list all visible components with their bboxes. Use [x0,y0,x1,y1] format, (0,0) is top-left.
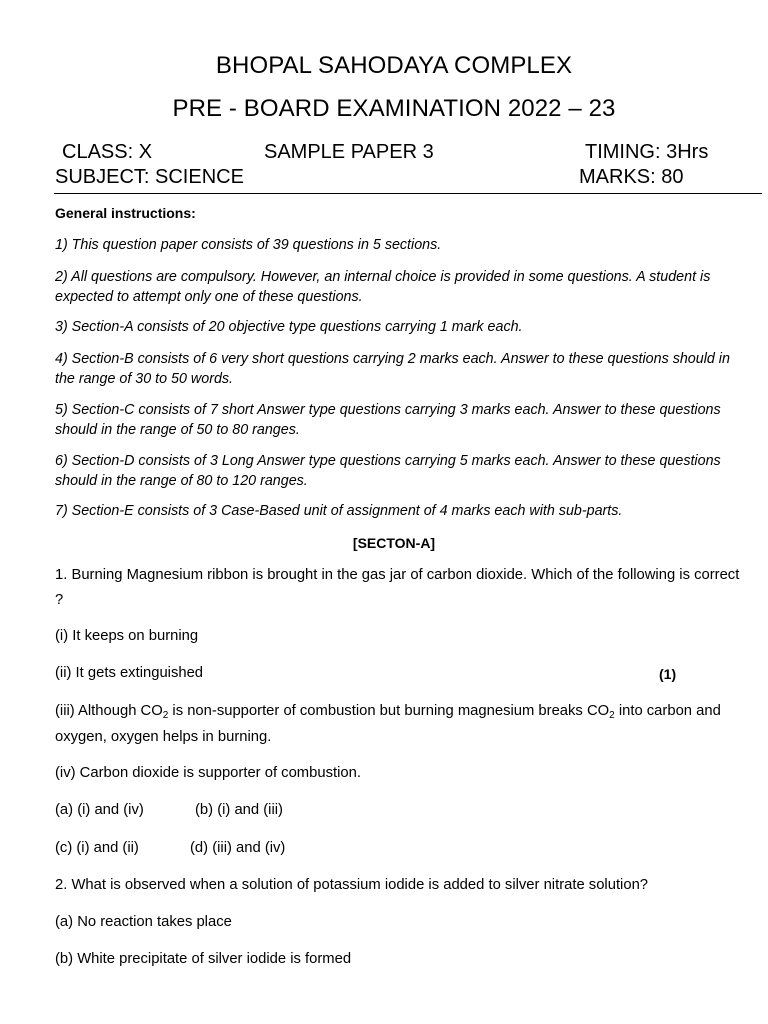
question-1-option-ii: (ii) It gets extinguished [55,665,204,681]
question-2-option-a: (a) No reaction takes place [55,914,232,930]
instruction-item: 6) Section-D consists of 3 Long Answer type questions carrying 5 marks each. Answer to these questions should in the range of 80 to 120 ranges. [55,453,721,489]
exam-title: PRE - BOARD EXAMINATION 2022 – 23 [172,95,616,122]
question-2-option-b: (b) White precipitate of silver iodide is formed [55,951,352,967]
instruction-item: 2) All questions are compulsory. However, an internal choice is provided in some questions. A student is expected to attempt only one of these questions. [55,269,711,305]
question-1-option-iv: (iv) Carbon dioxide is supporter of combustion. [55,765,361,781]
instruction-item: 4) Section-B consists of 6 very short questions carrying 2 marks each. Answer to these questions should in the range of 30 to 50 words. [55,351,730,387]
subject-label: SUBJECT: SCIENCE [55,166,244,188]
instruction-item: 5) Section-C consists of 7 short Answer type questions carrying 3 marks each. Answer to these questions should in the range of 50 to 80 ranges. [55,402,721,438]
instruction-item: 1) This question paper consists of 39 questions in 5 sections. [55,237,442,253]
question-1-choice-d: (d) (iii) and (iv) [190,840,286,856]
question-1-choice-c: (c) (i) and (ii) [55,840,139,856]
header-divider [54,193,762,194]
question-1-option-i: (i) It keeps on burning [55,628,199,644]
instructions-title: General instructions: [55,205,196,221]
question-1-text: 1. Burning Magnesium ribbon is brought in the gas jar of carbon dioxide. Which of the following is correct ? [55,567,740,608]
sample-paper-label: SAMPLE PAPER 3 [264,141,434,163]
section-a-heading: [SECTON-A] [352,535,436,551]
question-1-choice-b: (b) (i) and (iii) [195,802,283,818]
marks-label: MARKS: 80 [579,166,684,188]
timing-label: TIMING: 3Hrs [585,141,709,163]
class-label: CLASS: X [62,141,153,163]
question-2-text: 2. What is observed when a solution of potassium iodide is added to silver nitrate solution? [55,877,649,893]
school-title: BHOPAL SAHODAYA COMPLEX [215,52,573,79]
instruction-item: 3) Section-A consists of 20 objective type questions carrying 1 mark each. [55,319,523,335]
question-1-option-iii: (iii) Although $CO_2$ is non-supporter of combustion but burning magnesium breaks $CO_2$ into carbon and oxygen, oxygen helps in burning. [55,703,721,745]
question-1-marks: (1) [659,666,677,682]
instruction-item: 7) Section-E consists of 3 Case-Based unit of assignment of 4 marks each with sub-parts. [55,503,623,519]
question-1-choice-a: (a) (i) and (iv) [55,802,144,818]
